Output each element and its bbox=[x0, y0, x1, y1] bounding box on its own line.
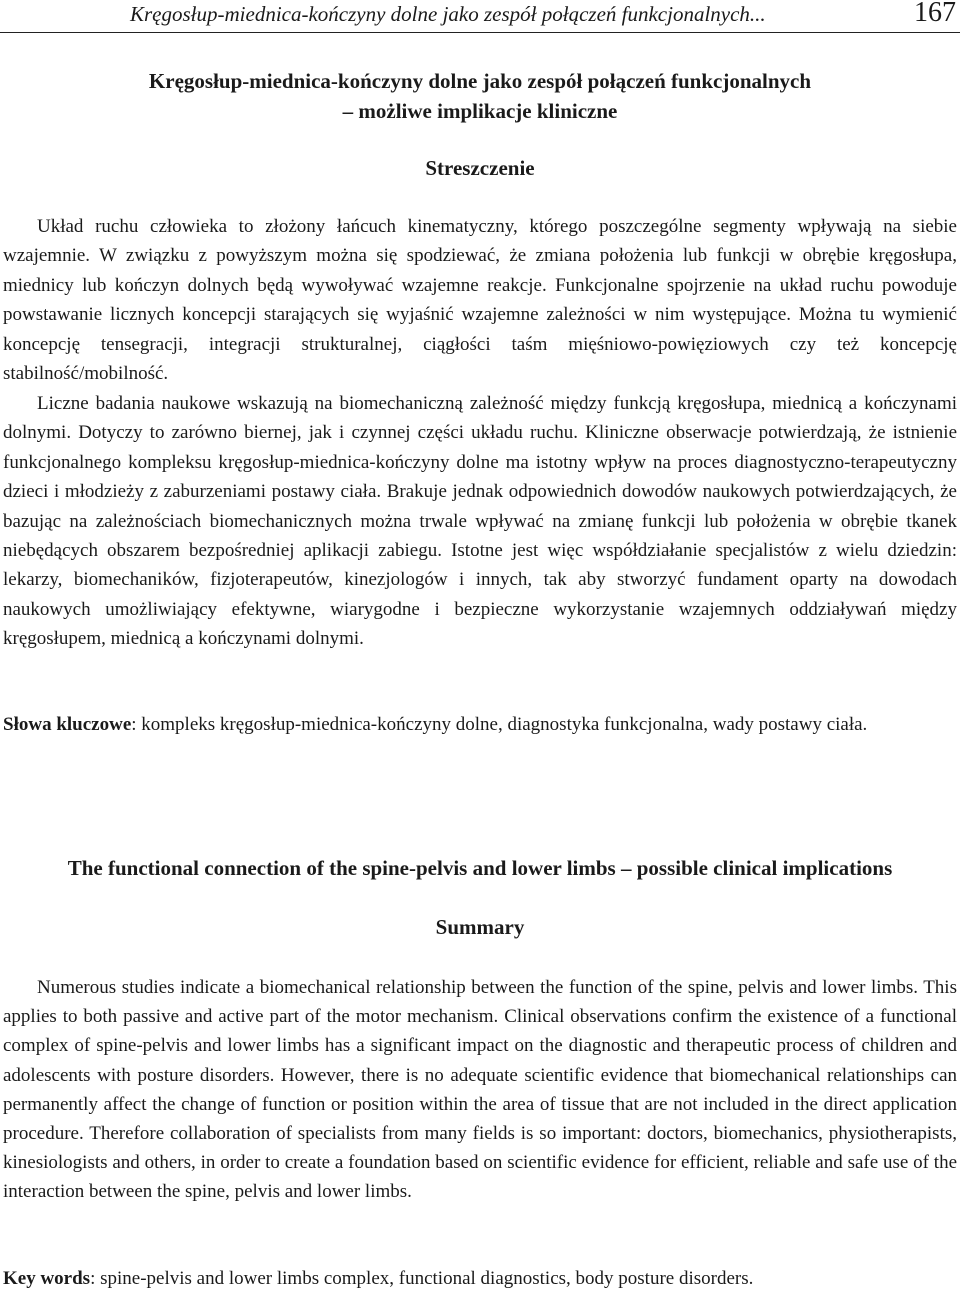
article-title-polish bbox=[0, 66, 960, 126]
keywords-text-polish: : kompleks kręgosłup-miednica-kończyny dolne, diagnostyka funkcjonalna, wady postawy ciała. bbox=[131, 714, 868, 735]
keywords-polish bbox=[3, 710, 957, 739]
running-header bbox=[0, 0, 960, 33]
page-number: 167 bbox=[914, 0, 956, 28]
keywords-text-english: : spine-pelvis and lower limbs complex, functional diagnostics, body posture disorders. bbox=[90, 1268, 754, 1289]
abstract-paragraph-1: Układ ruchu człowieka to złożony łańcuch kinematyczny, którego poszczególne segmenty wpływają na siebie wzajemnie. W związku z powyższym można się spodziewać, że zmiana położenia lub funkcji w obrębie kręgosłupa, miednicy lub kończyn dolnych będą wywoływać wzajemne reakcje. Funkcjonalne spojrzenie na układ ruchu powoduje powstawanie licznych koncepcji starających się wyjaśnić wzajemne zależności w nim występujące. Można tu wymienić koncepcję tensegracji, integracji strukturalnej, ciągłości taśm mięśniowo-powięziowych czy też koncepcję stabilność/mobilność. bbox=[3, 216, 957, 385]
keywords-label-polish: Słowa kluczowe bbox=[3, 714, 132, 735]
abstract-paragraph-2: Liczne badania naukowe wskazują na biomechaniczną zależność między funkcją kręgosłupa, miednicą a kończynami dolnymi. Dotyczy to zarówno biernej, jak i czynnej części układu ruchu. Kliniczne obserwacje potwierdzają, że istnienie funkcjonalnego kompleksu kręgosłup-miednica-kończyny dolne ma istotny wpływ na proces diagnostyczno-terapeutyczny dzieci i młodzieży z zaburzeniami postawy ciała. Brakuje jednak odpowiednich dowodów naukowych potwierdzających, że bazując na zależnościach biomechanicznych można trwale wpływać na zmianę funkcji lub położenia w obrębie tkanek niebędących obszarem bezpośredniej aplikacji zabiegu. Istotne jest więc współdziałanie specjalistów z wielu dziedzin: lekarzy, biomechaników, fizjoterapeutów, kinezjologów i innych, tak aby stworzyć fundament oparty na dowodach naukowych umożliwiający efektywne, wiarygodne i bezpieczne wykorzystanie wzajemnych oddziaływań między kręgosłupem, miednicą a kończynami dolnymi. bbox=[3, 393, 957, 650]
keywords-label-english: Key words bbox=[3, 1268, 91, 1289]
summary-heading-english: Summary bbox=[435, 915, 525, 939]
running-title: Kręgosłup-miednica-kończyny dolne jako zespół połączeń funkcjonalnych... bbox=[130, 2, 766, 26]
keywords-english bbox=[3, 1264, 957, 1293]
summary-paragraph: Numerous studies indicate a biomechanical relationship between the function of the spine, pelvis and lower limbs. This applies to both passive and active part of the motor mechanism. Clinical observations confirm the existence of a functional complex of spine-pelvis and lower limbs has a significant impact on the diagnostic and therapeutic process of children and adolescents with posture disorders. However, there is no adequate scientific evidence that biomechanical relationships can permanently affect the change of function or position within the area of tissue that are not included in the direct application procedure. Therefore collaboration of specialists from many fields is so important: doctors, biomechanics, physiotherapists, kinesiologists and others, in order to create a foundation based on scientific evidence for efficient, reliable and safe use of the interaction between the spine, pelvis and lower limbs. bbox=[3, 977, 957, 1203]
title-line-1: Kręgosłup-miednica-kończyny dolne jako zespół połączeń funkcjonalnych bbox=[148, 69, 812, 93]
abstract-heading-polish: Streszczenie bbox=[425, 156, 535, 180]
article-title-english: The functional connection of the spine-pelvis and lower limbs – possible clinical implications bbox=[67, 856, 893, 880]
title-line-2: – możliwe implikacje kliniczne bbox=[342, 99, 618, 123]
